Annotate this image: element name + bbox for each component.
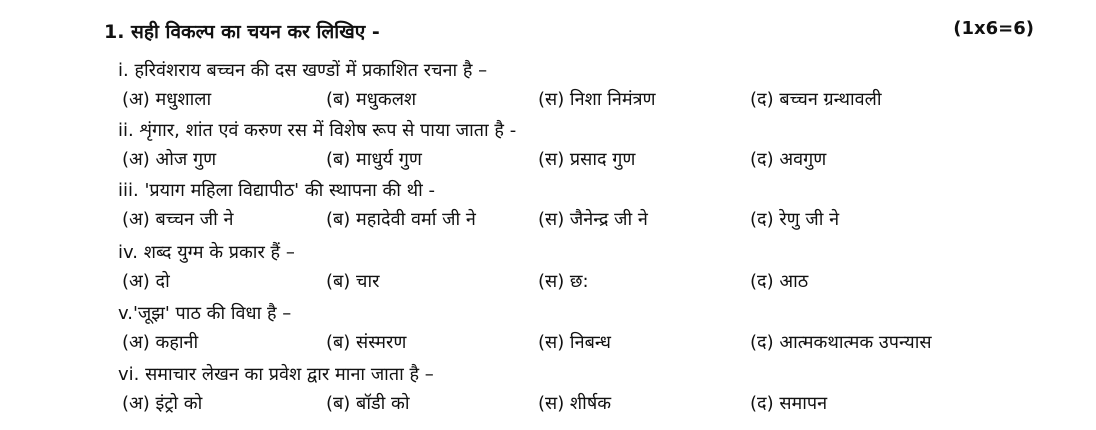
option-a: (अ) इंट्रो को: [122, 393, 203, 414]
question-text: i. हरिवंशराय बच्चन की दस खण्डों में प्रकाशित रचना है –: [118, 60, 488, 81]
option-c: (स) जैनेन्द्र जी ने: [538, 209, 648, 230]
option-b: (ब) चार: [326, 271, 380, 292]
question-text: iii. 'प्रयाग महिला विद्यापीठ' की स्थापना की थी -: [118, 180, 436, 201]
option-d: (द) आठ: [750, 271, 809, 292]
option-d: (द) बच्चन ग्रन्थावली: [750, 89, 882, 110]
option-d: (द) अवगुण: [750, 149, 827, 170]
option-a: (अ) दो: [122, 271, 170, 292]
option-b: (ब) बॉडी को: [326, 393, 410, 414]
question-title: 1. सही विकल्प का चयन कर लिखिए -: [104, 21, 380, 43]
option-c: (स) निबन्ध: [538, 332, 611, 353]
option-b: (ब) महादेवी वर्मा जी ने: [326, 209, 476, 230]
option-d: (द) आत्मकथात्मक उपन्यास: [750, 332, 932, 353]
question-text: ii. शृंगार, शांत एवं करुण रस में विशेष रूप से पाया जाता है -: [118, 120, 517, 141]
option-a: (अ) कहानी: [122, 332, 199, 353]
option-a: (अ) ओज गुण: [122, 149, 217, 170]
option-c: (स) प्रसाद गुण: [538, 149, 636, 170]
question-text: vi. समाचार लेखन का प्रवेश द्वार माना जाता है –: [118, 364, 434, 385]
option-b: (ब) मधुकलश: [326, 89, 417, 110]
option-a: (अ) मधुशाला: [122, 89, 212, 110]
option-a: (अ) बच्चन जी ने: [122, 209, 234, 230]
marks-allocation: (1x6=6): [953, 18, 1034, 39]
option-d: (द) रेणु जी ने: [750, 209, 840, 230]
question-text: v.'जूझ' पाठ की विधा है –: [118, 303, 292, 324]
option-b: (ब) संस्मरण: [326, 332, 407, 353]
option-d: (द) समापन: [750, 393, 828, 414]
option-c: (स) शीर्षक: [538, 393, 612, 414]
option-c: (स) छ:: [538, 271, 589, 292]
question-text: iv. शब्द युग्म के प्रकार हैं –: [118, 242, 295, 263]
option-c: (स) निशा निमंत्रण: [538, 89, 656, 110]
option-b: (ब) माधुर्य गुण: [326, 149, 422, 170]
